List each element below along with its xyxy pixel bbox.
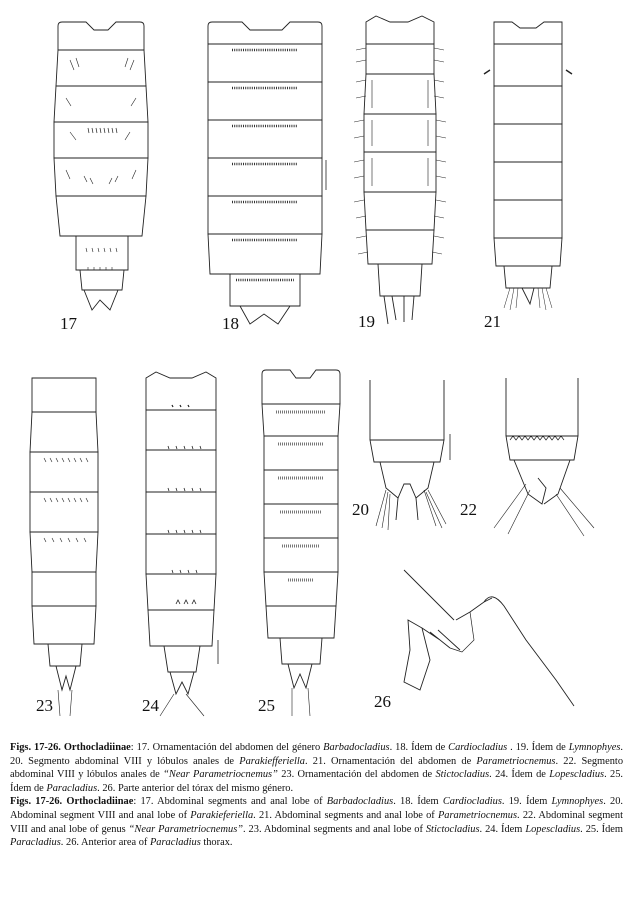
genus-name: “Near Parametriocnemus” [128,823,244,835]
fig-label-21: 21 [484,312,501,331]
caption-text: . 20. Segmento abdominal VIII y lóbulos anales de [10,742,623,767]
genus-name: Barbadocladius [323,742,390,753]
caption-text: . 20. Abdominal segment VIII and anal lobe of [10,796,624,821]
figure-caption [10,741,623,850]
fig-label-25: 25 [258,696,275,715]
genus-name: Paracladius [46,782,98,794]
fig-25-drawing [262,370,340,716]
fig-label-20: 20 [352,500,369,519]
genus-name: Parakieferiella [190,809,254,821]
caption-text: . 25. Ídem de [10,769,623,794]
fig-22-drawing [494,378,594,536]
caption-text: 23. Ornamentación del abdomen de [277,769,436,781]
fig-24-drawing [146,372,218,716]
genus-name: Barbadocladius [326,796,394,808]
caption-text: . 21. Ornamentación del abdomen de [305,755,477,767]
genus-name: Lymnophyes [568,742,621,753]
fig-label-26: 26 [374,692,391,711]
fig-label-17: 17 [60,314,77,333]
genus-name: Paracladius [10,837,61,849]
fig-19-drawing [354,16,446,324]
genus-name: Paracladius [149,837,201,849]
genus-name: Parakiefferiella [239,755,306,767]
fig-label-22: 22 [460,500,477,519]
fig-label-24: 24 [142,696,159,715]
genus-name: Parametriocnemus [476,755,556,767]
caption-text: . 24. Ídem [479,823,526,835]
caption-text: . 19. Ídem [501,796,552,808]
genus-name: Cardiocladius [448,742,508,753]
caption-text: : 17. Abdominal segments and anal lobe of [133,796,327,808]
fig-23-drawing [30,378,98,716]
genus-name: “Near Parametriocnemus” [163,769,278,781]
caption-text: . 22. Segmento abdominal VIII y lóbulos anales de [10,755,624,781]
genus-name: Lymnophyes [551,796,604,808]
caption-es-head: Figs. 17-26. Orthocladiinae [10,742,131,753]
caption-text: . 22. Abdominal segment VIII and anal lobe of genus [10,809,623,835]
caption-text: . 26. Parte anterior del tórax del mismo género. [97,782,294,794]
caption-text: . 18. Ídem de [389,742,449,753]
caption-text: : 17. Ornamentación del abdomen del género [130,742,324,753]
genus-name: Stictocladius [435,769,490,781]
caption-text: . 18. Ídem [393,796,443,808]
caption-text: . 26. Anterior area of [60,837,150,849]
caption-text: thorax. [200,837,233,849]
caption-text: . 21. Abdominal segments and anal lobe of [253,809,438,821]
genus-name: Lopescladius [525,823,581,835]
caption-english [10,795,623,849]
caption-spanish [10,741,623,795]
genus-name: Cardiocladius [442,796,502,808]
fig-26-drawing [404,570,574,706]
genus-name: Parametriocnemus [437,809,518,821]
fig-label-19: 19 [358,312,375,331]
genus-name: Lopescladius [549,769,605,781]
fig-18-drawing [208,22,326,324]
genus-name: Stictocladius [425,823,480,835]
caption-text: . 24. Ídem de [489,769,550,781]
fig-label-23: 23 [36,696,53,715]
caption-text: . 23. Abdominal segments and anal lobe of [243,823,426,835]
caption-text: . 19. Ídem de [507,742,569,753]
fig-21-drawing [484,22,572,310]
fig-17-drawing [54,22,148,310]
fig-label-18: 18 [222,314,239,333]
fig-20-drawing [370,380,450,530]
caption-en-head: Figs. 17-26. Orthocladiinae [10,796,134,808]
caption-text: . 25. Ídem [580,823,623,835]
